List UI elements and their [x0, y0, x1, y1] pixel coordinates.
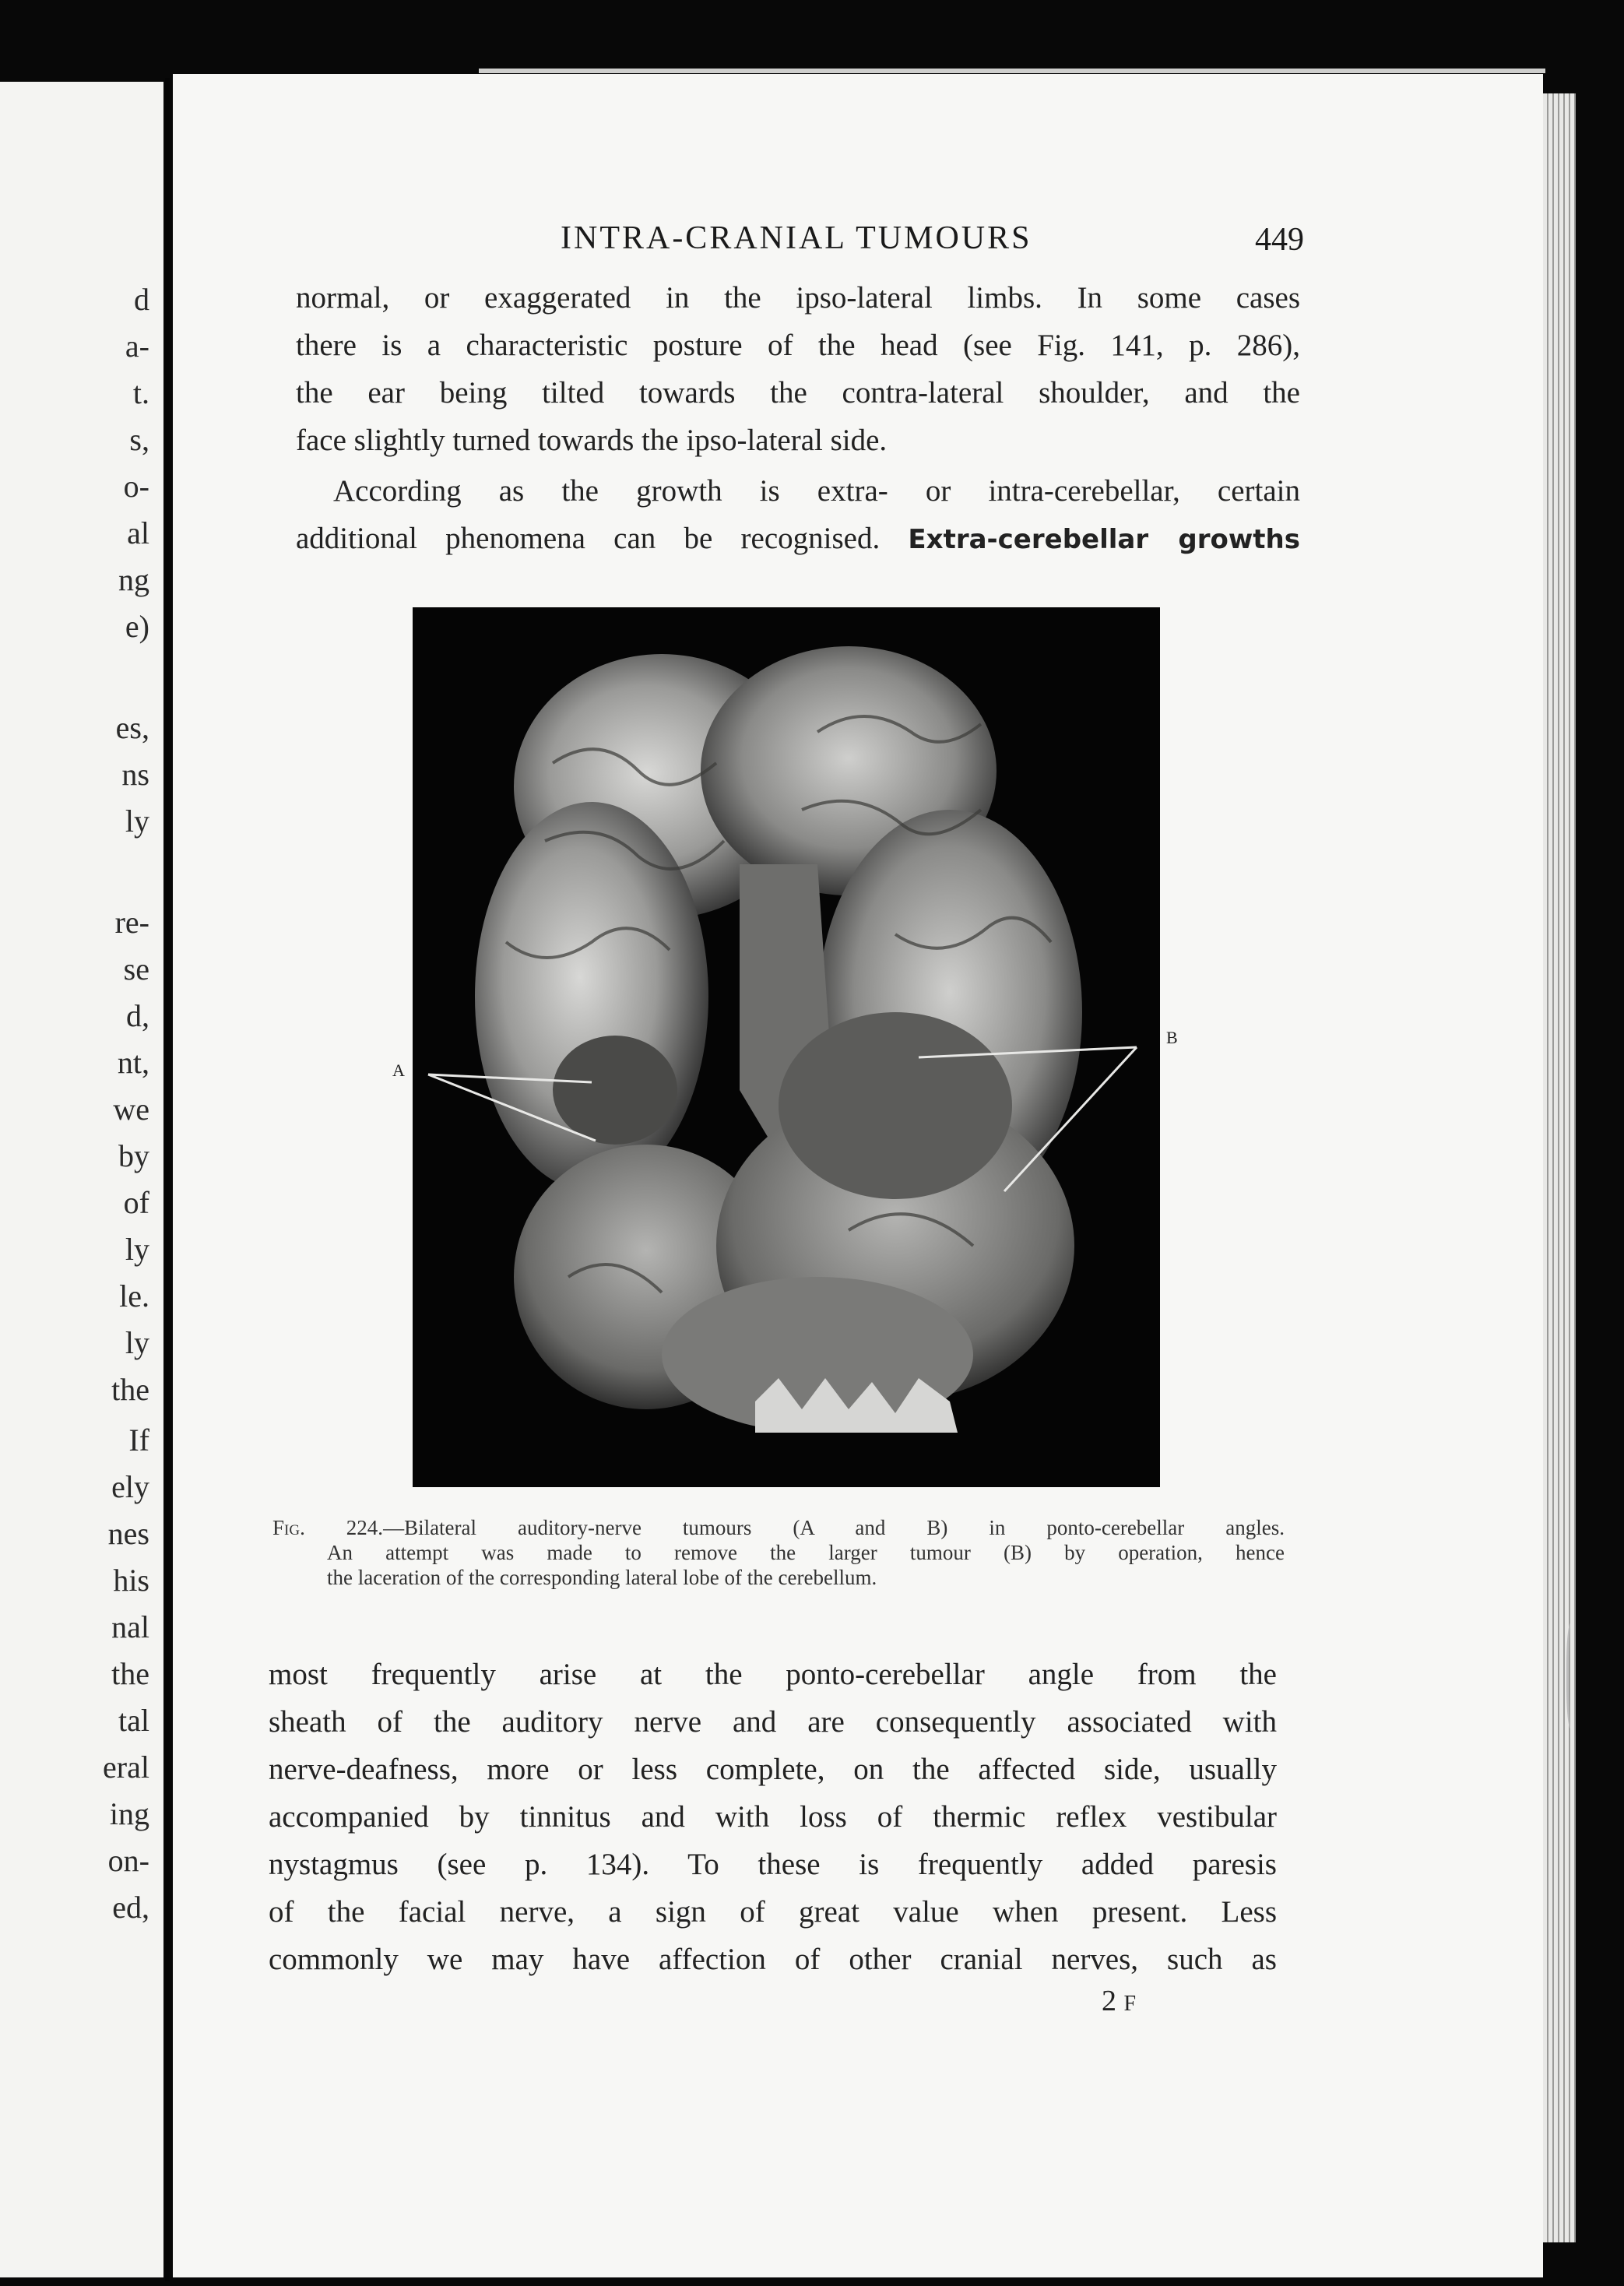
previous-page-text-fragment: se	[123, 951, 149, 986]
paragraph-3	[269, 1651, 1277, 1983]
previous-page-text-fragment: ing	[109, 1796, 149, 1831]
paragraph-line: sheath of the auditory nerve and are consequently associated with	[269, 1705, 1277, 1739]
previous-page-text-fragment: nes	[107, 1516, 149, 1551]
previous-page-text-fragment: If	[128, 1423, 149, 1458]
previous-page-text-fragment: al	[127, 515, 149, 550]
paragraph-1	[296, 274, 1300, 464]
previous-page-text-fragment: his	[113, 1563, 149, 1598]
paragraph-line: the ear being tilted towards the contra-lateral shoulder, and the	[296, 376, 1300, 410]
previous-page-text-fragment: eral	[103, 1750, 149, 1785]
paragraph-line: face slightly turned towards the ipso-lateral side.	[296, 424, 888, 457]
page-stack-edges	[1543, 93, 1576, 2242]
previous-page-text-fragment: by	[118, 1138, 149, 1173]
paragraph-text: additional phenomena can be recognised.	[296, 522, 881, 555]
previous-page-text-fragment: ly	[125, 1232, 149, 1267]
caption-line: An attempt was made to remove the larger tumour (B) by operation, hence	[327, 1541, 1285, 1564]
brain-photograph	[413, 607, 1160, 1487]
page-number: 449	[1255, 222, 1304, 258]
paragraph-line: nerve-deafness, more or less complete, on the affected side, usually	[269, 1753, 1277, 1786]
previous-page-text-fragment: ly	[125, 1325, 149, 1360]
paragraph-line: accompanied by tinnitus and with loss of thermic reflex vestibular	[269, 1800, 1277, 1834]
caption-text: —Bilateral auditory-nerve tumours (A and B) in ponto-cerebellar angles.	[383, 1516, 1285, 1539]
previous-page-text-fragment: le.	[119, 1278, 149, 1314]
paragraph-line: of the facial nerve, a sign of great value when present. Less	[269, 1895, 1277, 1929]
paragraph-line: nystagmus (see p. 134). To these is frequently added paresis	[269, 1848, 1277, 1881]
previous-page-text-fragment: ely	[111, 1469, 149, 1504]
previous-page-text-fragment: on-	[107, 1843, 149, 1878]
page-top-edge	[479, 69, 1545, 73]
brain-photograph-figure	[392, 607, 1178, 1487]
paragraph-line: According as the growth is extra- or intra-cerebellar, certain	[333, 474, 1300, 508]
paragraph-line	[296, 515, 1300, 564]
previous-page-text-fragment: nal	[111, 1609, 149, 1644]
printer-signature-mark	[1102, 1984, 1136, 2018]
figure-caption	[272, 1515, 1285, 1590]
previous-page-text-fragment: ns	[121, 757, 149, 792]
page-margin-mark	[1566, 1623, 1577, 1729]
figure-label-b: B	[1166, 1028, 1178, 1047]
previous-page-text-fragment: d,	[126, 998, 149, 1033]
previous-page-text-fragment: ly	[125, 804, 149, 839]
paragraph-line: there is a characteristic posture of the head (see Fig. 141, p. 286),	[296, 329, 1300, 362]
paragraph-line: most frequently arise at the ponto-cerebellar angle from the	[269, 1658, 1277, 1691]
figure-number-label: Fig. 224.	[272, 1516, 384, 1539]
previous-page-text-fragment: re-	[114, 905, 149, 940]
previous-page-text-fragment: of	[123, 1185, 149, 1220]
previous-page-text-fragment: a-	[125, 329, 149, 364]
previous-page-text-fragment: the	[111, 1656, 149, 1691]
previous-page-text-fragment: tal	[118, 1703, 149, 1738]
paragraph-line: commonly we may have affection of other cranial nerves, such as	[269, 1943, 1277, 1976]
caption-line: the laceration of the corresponding lateral lobe of the cerebellum.	[327, 1566, 877, 1589]
book-gutter	[165, 78, 170, 2281]
previous-page-text-fragment: ed,	[112, 1890, 149, 1925]
previous-page-text-fragment: e)	[125, 609, 149, 644]
previous-page-text-fragment: nt,	[117, 1045, 149, 1080]
previous-page-text-fragment: we	[113, 1092, 149, 1127]
previous-page-text-fragment: es,	[115, 710, 149, 745]
previous-page-text-fragment: t.	[132, 375, 149, 410]
caption-line	[272, 1515, 1285, 1540]
previous-page-text-fragment: d	[134, 282, 149, 317]
previous-page-text-fragment: s,	[129, 422, 149, 457]
previous-page-text-fragment: ng	[118, 562, 149, 597]
signature-letter: F	[1123, 1992, 1137, 2016]
bold-heading-text: Extra-cerebellar growths	[908, 524, 1300, 555]
previous-page-edge	[0, 82, 163, 2277]
figure-label-a: A	[392, 1060, 405, 1080]
running-title: INTRA-CRANIAL TUMOURS	[561, 220, 1032, 256]
paragraph-2	[296, 467, 1300, 564]
paragraph-line: normal, or exaggerated in the ipso-lateral limbs. In some cases	[296, 281, 1300, 315]
signature-number: 2	[1102, 1985, 1116, 2017]
previous-page-text-fragment: the	[111, 1372, 149, 1407]
previous-page-text-fragment: o-	[123, 469, 149, 504]
